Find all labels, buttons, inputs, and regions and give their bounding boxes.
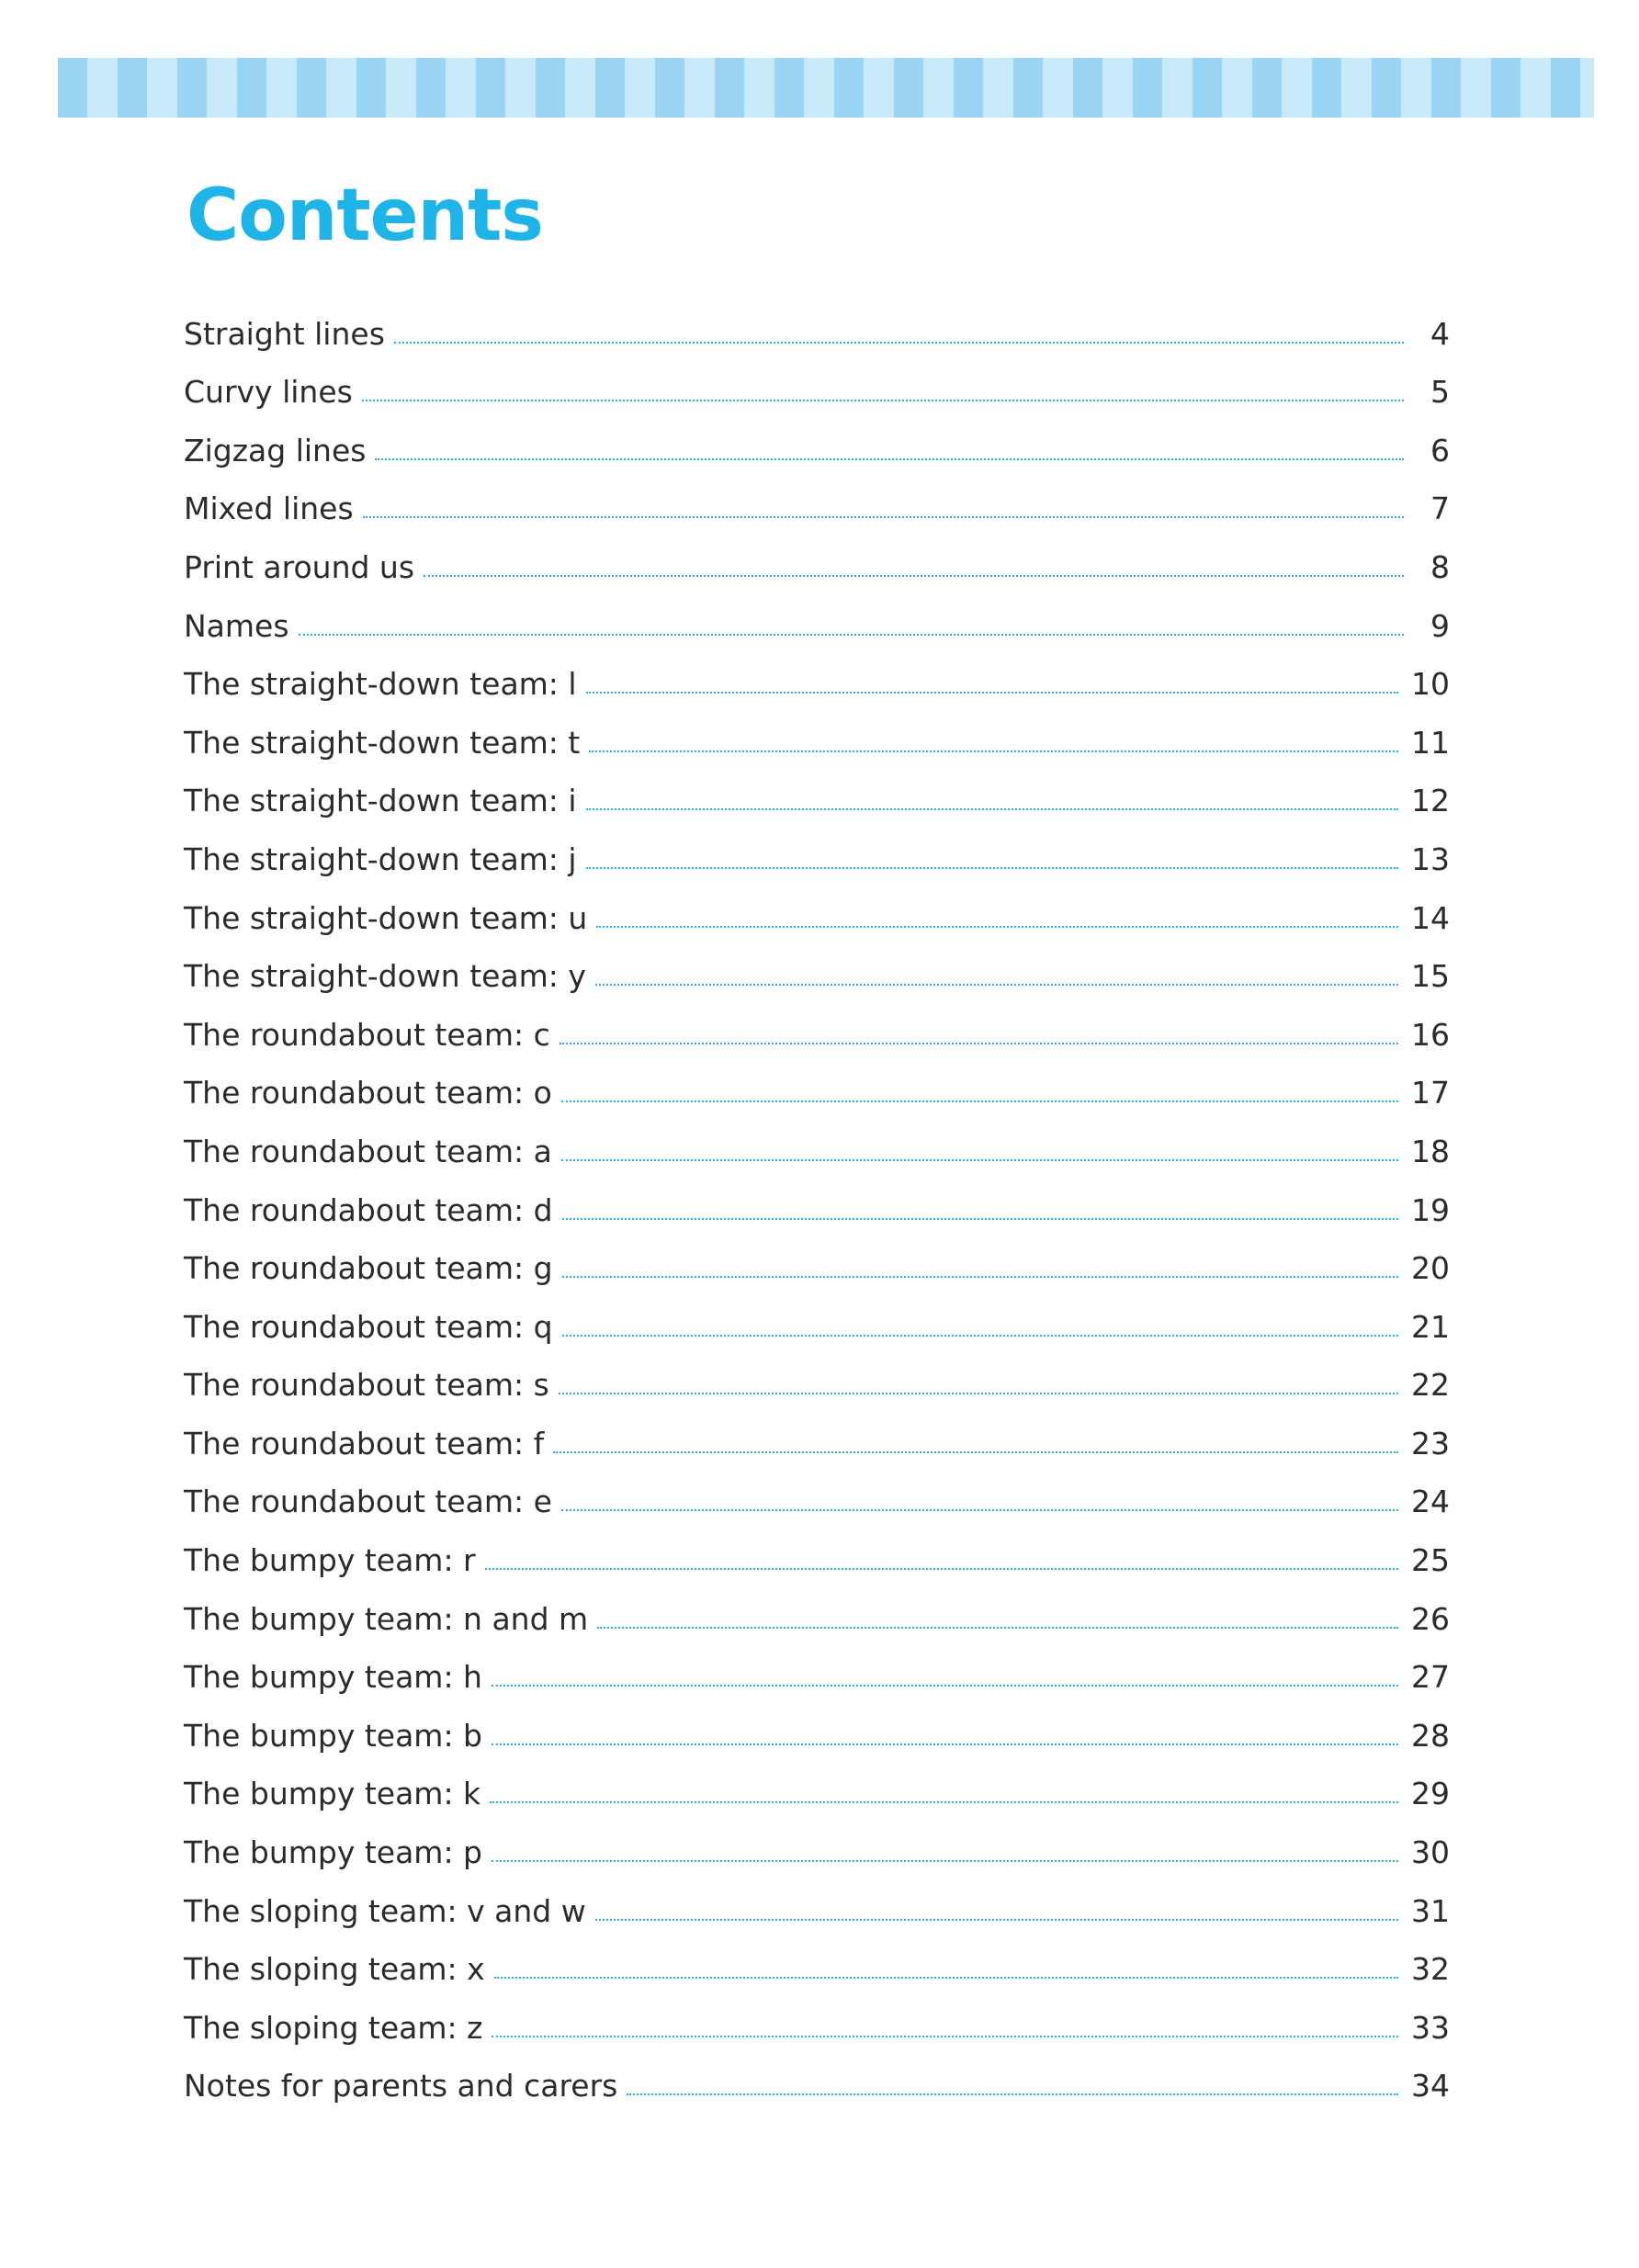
toc-entry[interactable] — [184, 471, 1450, 530]
toc-entry-page: 12 — [1411, 783, 1450, 819]
toc-entry-page: 11 — [1411, 724, 1450, 761]
toc-entry-label: Curvy lines — [184, 374, 353, 411]
toc-entry[interactable] — [184, 1640, 1450, 1698]
toc-entry-page: 20 — [1411, 1250, 1450, 1287]
toc-dot-leader — [561, 1159, 1398, 1161]
toc-dot-leader — [627, 2093, 1398, 2095]
toc-dot-leader — [560, 1043, 1398, 1044]
toc-entry-label: The roundabout team: s — [184, 1367, 549, 1404]
toc-dot-leader — [494, 1977, 1398, 1979]
toc-entry-label: The straight-down team: i — [184, 783, 577, 819]
toc-entry-label: The straight-down team: j — [184, 841, 577, 877]
toc-dot-leader — [597, 1627, 1398, 1629]
toc-entry[interactable] — [184, 1581, 1450, 1640]
toc-dot-leader — [589, 750, 1398, 752]
toc-dot-leader — [492, 1743, 1398, 1745]
table-of-contents — [184, 296, 1450, 2106]
toc-dot-leader — [362, 400, 1404, 401]
toc-entry-label: Straight lines — [184, 315, 385, 352]
toc-entry-page: 9 — [1430, 607, 1450, 644]
toc-dot-leader — [586, 808, 1398, 810]
toc-entry-label: Notes for parents and carers — [184, 2068, 618, 2104]
toc-entry-label: The straight-down team: y — [184, 958, 586, 995]
toc-entry-label: The straight-down team: t — [184, 724, 581, 761]
toc-entry-page: 4 — [1430, 315, 1450, 352]
toc-entry[interactable] — [184, 588, 1450, 647]
toc-entry-page: 28 — [1411, 1717, 1450, 1754]
toc-entry[interactable] — [184, 997, 1450, 1055]
toc-dot-leader — [586, 692, 1398, 694]
page-title: Contents — [187, 175, 543, 257]
toc-entry-label: The bumpy team: k — [184, 1776, 481, 1812]
toc-entry-label: The bumpy team: h — [184, 1659, 482, 1696]
toc-entry-label: The bumpy team: p — [184, 1834, 483, 1871]
toc-entry[interactable] — [184, 1113, 1450, 1172]
toc-entry[interactable] — [184, 355, 1450, 413]
toc-entry-label: Names — [184, 607, 289, 644]
toc-dot-leader — [375, 458, 1404, 460]
toc-entry-label: The bumpy team: n and m — [184, 1600, 589, 1637]
toc-dot-leader — [485, 1568, 1398, 1570]
toc-dot-leader — [559, 1393, 1398, 1394]
toc-entry-page: 33 — [1411, 2009, 1450, 2046]
toc-entry[interactable] — [184, 1231, 1450, 1290]
toc-dot-leader — [424, 575, 1404, 577]
toc-entry-page: 24 — [1411, 1484, 1450, 1520]
toc-entry-page: 21 — [1411, 1308, 1450, 1345]
toc-entry-label: Zigzag lines — [184, 432, 367, 468]
toc-entry-page: 14 — [1411, 899, 1450, 936]
toc-dot-leader — [394, 342, 1404, 344]
toc-entry[interactable] — [184, 1990, 1450, 2048]
toc-entry[interactable] — [184, 1873, 1450, 1932]
toc-entry-page: 34 — [1411, 2068, 1450, 2104]
toc-entry[interactable] — [184, 412, 1450, 471]
toc-entry-page: 22 — [1411, 1367, 1450, 1404]
toc-dot-leader — [561, 1100, 1398, 1102]
toc-dot-leader — [553, 1451, 1398, 1453]
toc-entry[interactable] — [184, 939, 1450, 998]
toc-entry-page: 32 — [1411, 1951, 1450, 1988]
toc-dot-leader — [299, 634, 1404, 636]
toc-entry-label: The roundabout team: d — [184, 1191, 553, 1228]
toc-entry-page: 13 — [1411, 841, 1450, 877]
toc-dot-leader — [562, 1218, 1398, 1220]
toc-entry-label: The roundabout team: a — [184, 1133, 552, 1169]
toc-entry[interactable] — [184, 821, 1450, 880]
toc-entry-page: 16 — [1411, 1016, 1450, 1053]
toc-entry-label: The roundabout team: c — [184, 1016, 550, 1053]
decorative-stripe-bar — [58, 58, 1594, 118]
toc-entry-label: Print around us — [184, 548, 415, 585]
toc-entry-page: 30 — [1411, 1834, 1450, 1871]
toc-entry-label: The roundabout team: q — [184, 1308, 553, 1345]
toc-entry[interactable] — [184, 529, 1450, 588]
toc-dot-leader — [595, 1919, 1398, 1921]
toc-entry[interactable] — [184, 296, 1450, 355]
toc-entry[interactable] — [184, 647, 1450, 705]
toc-entry-page: 26 — [1411, 1600, 1450, 1637]
toc-entry-label: The sloping team: v and w — [184, 1892, 586, 1929]
toc-entry-page: 8 — [1430, 548, 1450, 585]
toc-dot-leader — [490, 1801, 1398, 1803]
toc-entry[interactable] — [184, 1172, 1450, 1231]
toc-entry-label: The roundabout team: o — [184, 1075, 552, 1111]
toc-dot-leader — [492, 2036, 1398, 2037]
toc-dot-leader — [561, 1509, 1398, 1511]
toc-entry-label: The roundabout team: g — [184, 1250, 553, 1287]
toc-entry[interactable] — [184, 1698, 1450, 1756]
toc-entry-label: The bumpy team: b — [184, 1717, 483, 1754]
toc-entry-page: 19 — [1411, 1191, 1450, 1228]
toc-dot-leader — [562, 1335, 1398, 1337]
toc-entry[interactable] — [184, 1289, 1450, 1348]
toc-dot-leader — [492, 1860, 1398, 1862]
toc-entry-page: 25 — [1411, 1542, 1450, 1579]
toc-entry[interactable] — [184, 1464, 1450, 1523]
toc-entry[interactable] — [184, 1814, 1450, 1873]
toc-entry[interactable] — [184, 1522, 1450, 1581]
toc-entry-label: The roundabout team: f — [184, 1425, 545, 1461]
toc-entry-page: 29 — [1411, 1776, 1450, 1812]
toc-entry[interactable] — [184, 1055, 1450, 1114]
toc-entry-page: 10 — [1411, 666, 1450, 703]
toc-entry-page: 27 — [1411, 1659, 1450, 1696]
toc-entry[interactable] — [184, 2048, 1450, 2107]
toc-entry-page: 23 — [1411, 1425, 1450, 1461]
toc-entry-page: 17 — [1411, 1075, 1450, 1111]
toc-entry-page: 31 — [1411, 1892, 1450, 1929]
toc-entry[interactable] — [184, 880, 1450, 939]
toc-dot-leader — [586, 867, 1398, 869]
toc-entry-label: The straight-down team: u — [184, 899, 588, 936]
toc-dot-leader — [492, 1685, 1398, 1687]
toc-entry-page: 7 — [1430, 491, 1450, 527]
toc-entry[interactable] — [184, 1756, 1450, 1815]
toc-dot-leader — [363, 516, 1404, 518]
toc-entry-label: The bumpy team: r — [184, 1542, 476, 1579]
toc-entry-page: 15 — [1411, 958, 1450, 995]
toc-entry-page: 6 — [1430, 432, 1450, 468]
toc-entry[interactable] — [184, 1405, 1450, 1464]
toc-entry-label: The sloping team: x — [184, 1951, 485, 1988]
toc-dot-leader — [562, 1276, 1398, 1278]
toc-dot-leader — [596, 926, 1398, 928]
toc-entry[interactable] — [184, 705, 1450, 763]
toc-entry-label: The straight-down team: l — [184, 666, 577, 703]
toc-entry-label: The sloping team: z — [184, 2009, 483, 2046]
toc-entry[interactable] — [184, 763, 1450, 822]
toc-entry-label: The roundabout team: e — [184, 1484, 552, 1520]
toc-entry[interactable] — [184, 1348, 1450, 1406]
toc-entry-label: Mixed lines — [184, 491, 354, 527]
toc-entry-page: 5 — [1430, 374, 1450, 411]
toc-entry-page: 18 — [1411, 1133, 1450, 1169]
toc-entry[interactable] — [184, 1932, 1450, 1991]
toc-dot-leader — [595, 984, 1398, 986]
